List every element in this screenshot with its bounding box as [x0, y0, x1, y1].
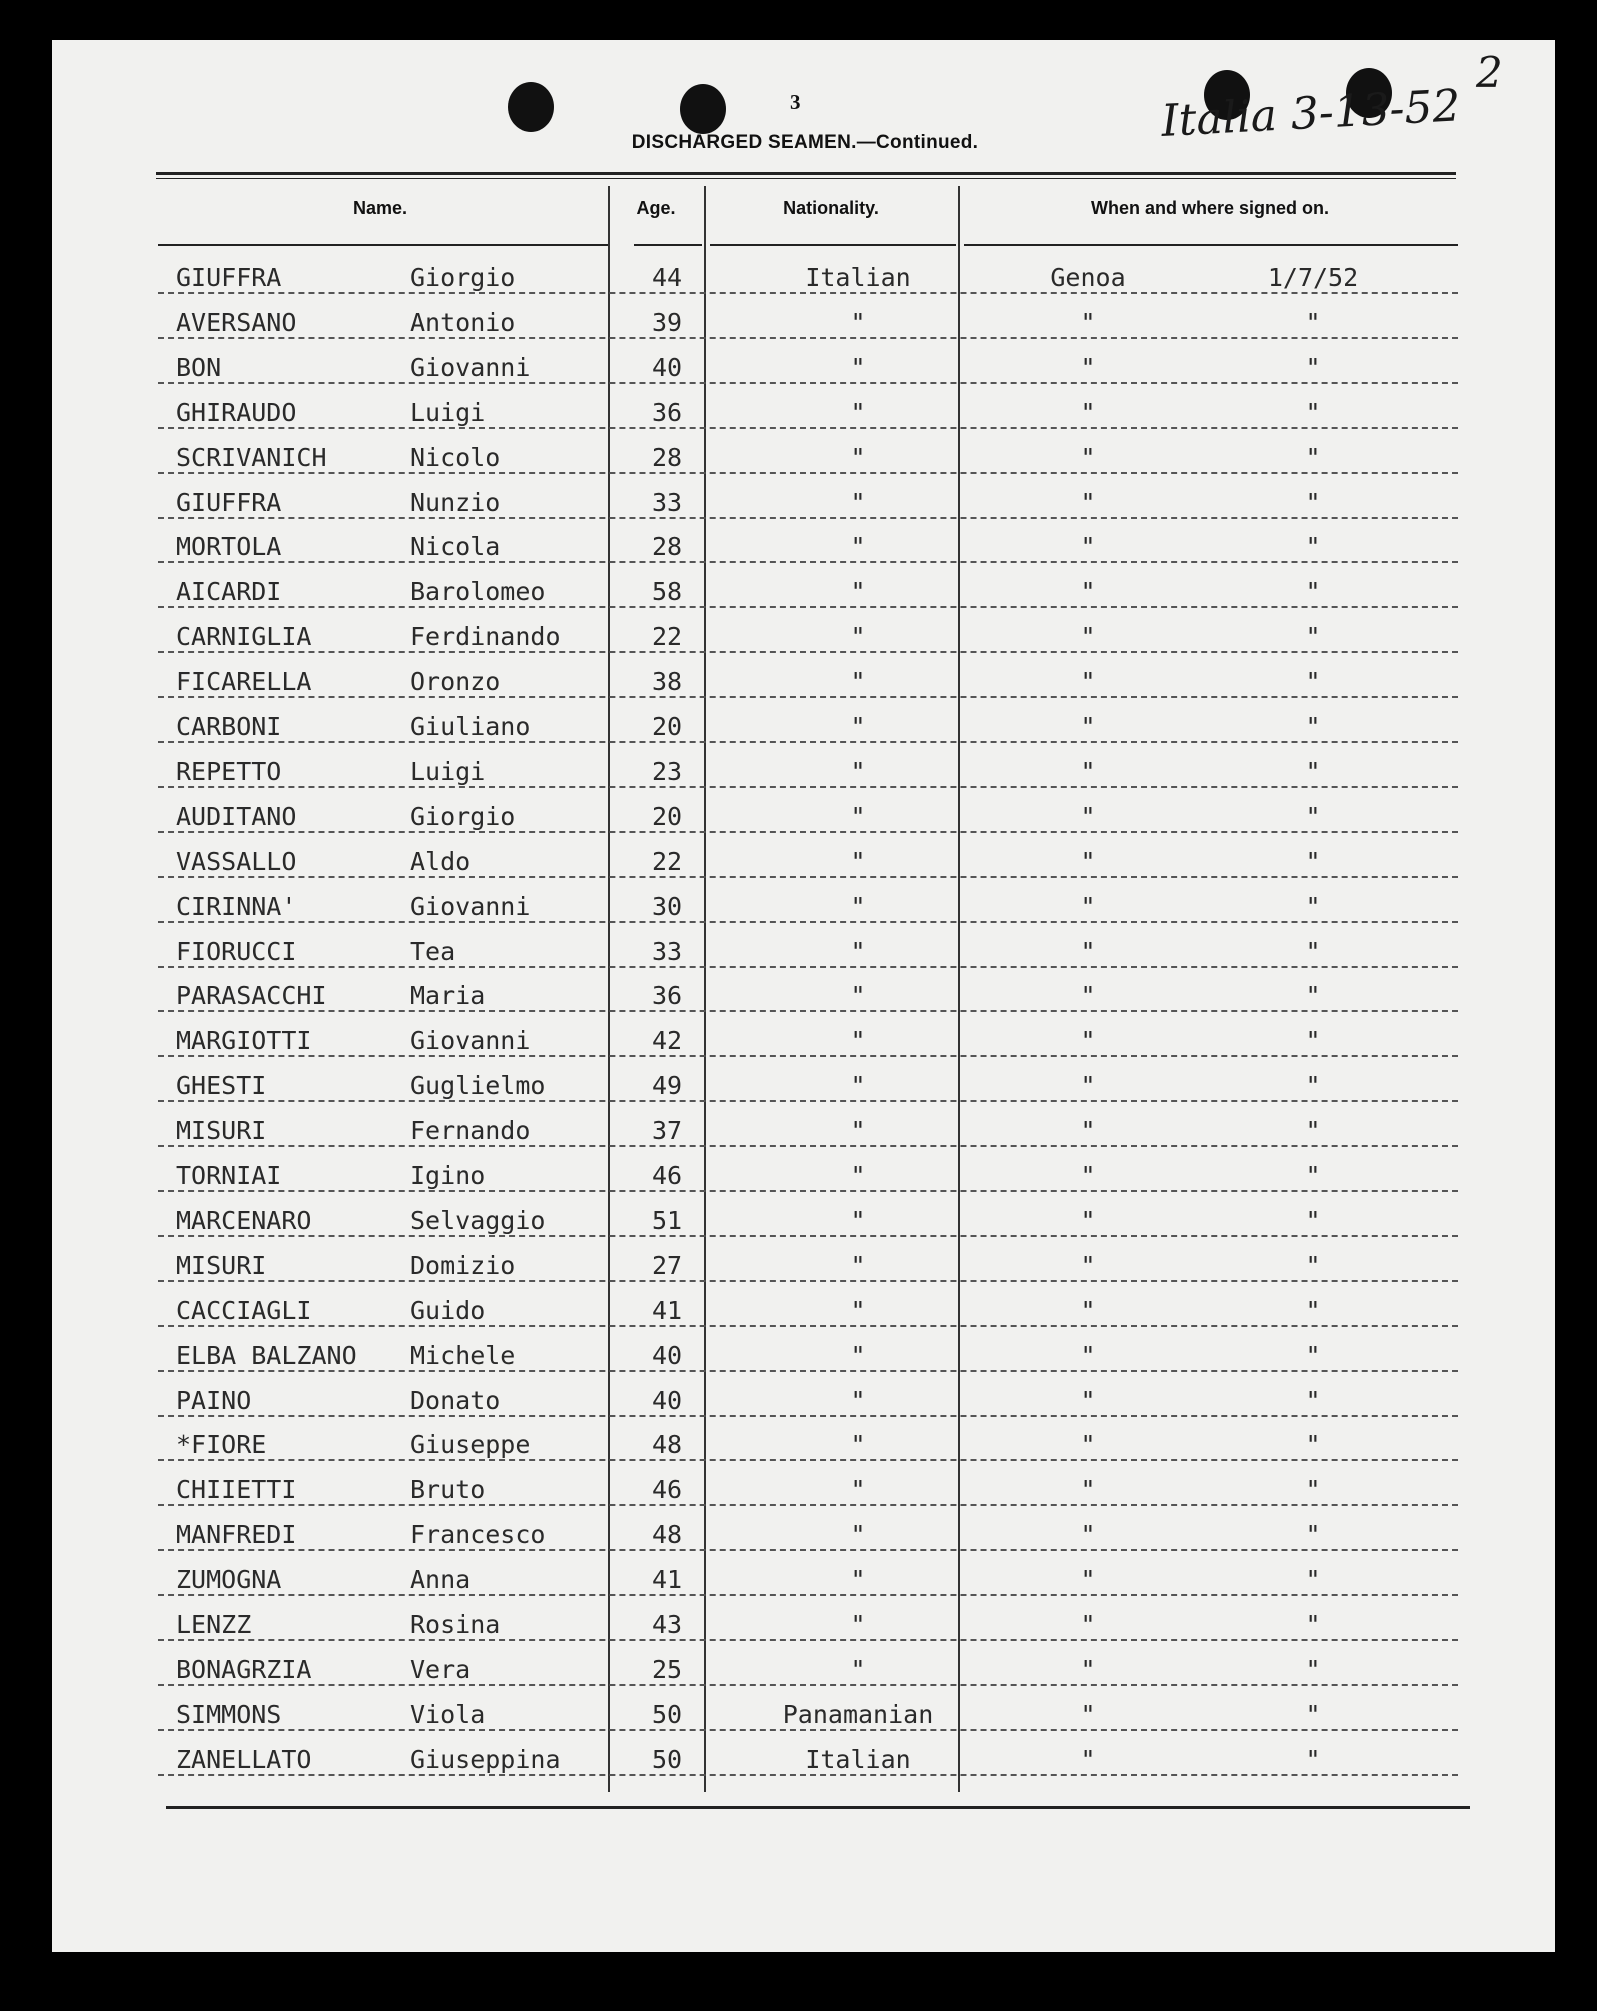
given-name-cell: Luigi — [410, 397, 486, 427]
table-row — [158, 1695, 1458, 1739]
table-row — [158, 1560, 1458, 1604]
given-name-cell: Tea — [410, 936, 456, 966]
dotted-line — [158, 966, 1458, 968]
given-name-cell: Selvaggio — [410, 1205, 546, 1235]
age-cell: 37 — [651, 1116, 683, 1146]
nationality-cell: " — [850, 532, 866, 562]
nationality-cell: " — [850, 577, 866, 607]
date-cell: " — [1305, 307, 1321, 337]
table-row — [158, 1066, 1458, 1110]
header-underline — [158, 244, 608, 246]
surname-cell: MISURI — [176, 1250, 267, 1280]
age-cell: 48 — [651, 1520, 683, 1550]
dotted-line — [158, 921, 1458, 923]
dotted-line — [158, 741, 1458, 743]
column-header-age: Age. — [636, 198, 676, 218]
dotted-line — [158, 696, 1458, 698]
nationality-cell: " — [850, 1250, 866, 1280]
nationality-cell: " — [850, 1654, 866, 1684]
port-cell: " — [1080, 1116, 1096, 1146]
age-cell: 50 — [651, 1744, 683, 1774]
date-cell: " — [1305, 1565, 1321, 1595]
dotted-line — [158, 561, 1458, 563]
nationality-cell: " — [850, 442, 866, 472]
port-cell: " — [1080, 936, 1096, 966]
surname-cell: ZANELLATO — [176, 1744, 312, 1774]
date-cell: " — [1305, 1520, 1321, 1550]
age-cell: 41 — [651, 1295, 683, 1325]
table-row — [158, 572, 1458, 616]
date-cell: " — [1305, 352, 1321, 382]
dotted-line — [158, 786, 1458, 788]
nationality-cell: " — [850, 667, 866, 697]
age-cell: 49 — [651, 1071, 683, 1101]
date-cell: " — [1305, 1116, 1321, 1146]
dotted-line — [158, 1235, 1458, 1237]
age-cell: 36 — [651, 981, 683, 1011]
port-cell: " — [1080, 1475, 1096, 1505]
table-row — [158, 1201, 1458, 1245]
given-name-cell: Rosina — [410, 1610, 501, 1639]
given-name-cell: Fernando — [410, 1116, 531, 1146]
surname-cell: *FIORE — [176, 1430, 267, 1460]
given-name-cell: Ferdinando — [410, 622, 561, 652]
dotted-line — [158, 1639, 1458, 1641]
dotted-line — [158, 1280, 1458, 1282]
given-name-cell: Barolomeo — [410, 577, 546, 607]
table-row — [158, 1650, 1458, 1694]
page-heading: DISCHARGED SEAMEN.—Continued. — [631, 132, 979, 153]
age-cell: 28 — [651, 442, 683, 472]
table-row — [158, 1425, 1458, 1469]
nationality-cell: " — [850, 622, 866, 652]
port-cell: " — [1080, 1520, 1096, 1550]
age-cell: 33 — [651, 936, 683, 966]
nationality-cell: " — [850, 891, 866, 921]
given-name-cell: Michele — [410, 1340, 516, 1370]
surname-cell: TORNIAI — [176, 1161, 282, 1190]
age-cell: 39 — [651, 307, 683, 337]
nationality-cell: " — [850, 352, 866, 382]
surname-cell: CHIIETTI — [176, 1475, 297, 1505]
nationality-cell: " — [850, 801, 866, 831]
date-cell: " — [1305, 891, 1321, 921]
nationality-cell: " — [850, 1430, 866, 1460]
table-row — [158, 483, 1458, 527]
surname-cell: PARASACCHI — [176, 981, 327, 1011]
age-cell: 38 — [651, 667, 683, 697]
table-row — [158, 1156, 1458, 1200]
dotted-line — [158, 1594, 1458, 1596]
surname-cell: GHESTI — [176, 1071, 267, 1101]
table-row — [158, 842, 1458, 886]
nationality-cell: " — [850, 1565, 866, 1595]
column-header-signed-on: When and where signed on. — [1090, 198, 1330, 218]
nationality-cell: " — [850, 1340, 866, 1370]
given-name-cell: Giovanni — [410, 1026, 531, 1056]
dotted-line — [158, 1774, 1458, 1776]
table-row — [158, 707, 1458, 751]
nationality-cell: " — [850, 1071, 866, 1101]
given-name-cell: Antonio — [410, 307, 516, 337]
surname-cell: GHIRAUDO — [176, 397, 297, 427]
age-cell: 28 — [651, 532, 683, 562]
surname-cell: FIORUCCI — [176, 936, 297, 966]
date-cell: " — [1305, 1654, 1321, 1684]
surname-cell: VASSALLO — [176, 846, 297, 876]
table-row — [158, 932, 1458, 976]
port-cell: " — [1080, 442, 1096, 472]
given-name-cell: Maria — [410, 981, 486, 1011]
dotted-line — [158, 1729, 1458, 1731]
surname-cell: SCRIVANICH — [176, 442, 327, 472]
age-cell: 30 — [651, 891, 683, 921]
surname-cell: MARGIOTTI — [176, 1026, 312, 1056]
date-cell: " — [1305, 1205, 1321, 1235]
dotted-line — [158, 1459, 1458, 1461]
port-cell: " — [1080, 1430, 1096, 1460]
column-header-nationality: Nationality. — [783, 198, 879, 218]
given-name-cell: Luigi — [410, 756, 486, 786]
given-name-cell: Anna — [410, 1565, 471, 1595]
nationality-cell: Panamanian — [782, 1699, 934, 1729]
table-row — [158, 1470, 1458, 1514]
table-row — [158, 258, 1458, 302]
table-row — [158, 1336, 1458, 1380]
table-row — [158, 303, 1458, 347]
given-name-cell: Domizio — [410, 1250, 516, 1280]
column-header-name: Name. — [352, 198, 408, 218]
port-cell: " — [1080, 1250, 1096, 1280]
table-row — [158, 393, 1458, 437]
given-name-cell: Igino — [410, 1161, 486, 1190]
surname-cell: MISURI — [176, 1116, 267, 1146]
nationality-cell: " — [850, 981, 866, 1011]
age-cell: 46 — [651, 1475, 683, 1505]
given-name-cell: Vera — [410, 1654, 471, 1684]
age-cell: 22 — [651, 846, 683, 876]
handwritten-note: Italia 3-13-52 — [1160, 80, 1462, 147]
date-cell: " — [1305, 1744, 1321, 1774]
given-name-cell: Giuseppina — [410, 1744, 561, 1774]
table-row — [158, 662, 1458, 706]
dotted-line — [158, 1370, 1458, 1372]
date-cell: " — [1305, 442, 1321, 472]
table-row — [158, 1021, 1458, 1065]
surname-cell: PAINO — [176, 1385, 252, 1415]
port-cell: " — [1080, 1565, 1096, 1595]
age-cell: 44 — [651, 263, 683, 292]
nationality-cell: " — [850, 307, 866, 337]
port-cell: " — [1080, 1205, 1096, 1235]
age-cell: 20 — [651, 712, 683, 741]
age-cell: 33 — [651, 487, 683, 517]
nationality-cell: Italian — [805, 263, 911, 292]
port-cell: " — [1080, 397, 1096, 427]
date-cell: " — [1305, 981, 1321, 1011]
nationality-cell: " — [850, 397, 866, 427]
nationality-cell: " — [850, 1520, 866, 1550]
table-row — [158, 617, 1458, 661]
surname-cell: CARNIGLIA — [176, 622, 312, 652]
date-cell: " — [1305, 1026, 1321, 1056]
surname-cell: ZUMOGNA — [176, 1565, 282, 1595]
surname-cell: CACCIAGLI — [176, 1295, 312, 1325]
table-row — [158, 887, 1458, 931]
age-cell: 46 — [651, 1161, 683, 1190]
date-cell: " — [1305, 1250, 1321, 1280]
table-row — [158, 527, 1458, 571]
surname-cell: MARCENARO — [176, 1205, 312, 1235]
nationality-cell: " — [850, 1161, 866, 1190]
table-row — [158, 797, 1458, 841]
date-cell: " — [1305, 1430, 1321, 1460]
age-cell: 41 — [651, 1565, 683, 1595]
age-cell: 40 — [651, 352, 683, 382]
age-cell: 51 — [651, 1205, 683, 1235]
nationality-cell: " — [850, 1205, 866, 1235]
given-name-cell: Donato — [410, 1385, 501, 1415]
surname-cell: ELBA BALZANO — [176, 1340, 357, 1370]
handwritten-corner-number: 2 — [1476, 48, 1503, 97]
age-cell: 22 — [651, 622, 683, 652]
nationality-cell: " — [850, 1610, 866, 1639]
port-cell: " — [1080, 981, 1096, 1011]
given-name-cell: Viola — [410, 1699, 486, 1729]
surname-cell: AUDITANO — [176, 801, 297, 831]
port-cell: " — [1080, 1071, 1096, 1101]
dotted-line — [158, 1415, 1458, 1417]
dotted-line — [158, 517, 1458, 519]
date-cell: " — [1305, 801, 1321, 831]
dotted-line — [158, 1100, 1458, 1102]
given-name-cell: Guido — [410, 1295, 486, 1325]
age-cell: 40 — [651, 1340, 683, 1370]
date-cell: " — [1305, 1295, 1321, 1325]
dotted-line — [158, 1190, 1458, 1192]
header-underline — [634, 244, 702, 246]
port-cell: " — [1080, 532, 1096, 562]
surname-cell: SIMMONS — [176, 1699, 282, 1729]
nationality-cell: " — [850, 936, 866, 966]
surname-cell: FICARELLA — [176, 667, 312, 697]
nationality-cell: " — [850, 1295, 866, 1325]
nationality-cell: " — [850, 487, 866, 517]
age-cell: 43 — [651, 1610, 683, 1639]
given-name-cell: Nicolo — [410, 442, 501, 472]
date-cell: " — [1305, 936, 1321, 966]
date-cell: " — [1305, 622, 1321, 652]
nationality-cell: " — [850, 1385, 866, 1415]
surname-cell: AICARDI — [176, 577, 282, 607]
date-cell: " — [1305, 846, 1321, 876]
surname-cell: GIUFFRA — [176, 487, 282, 517]
nationality-cell: " — [850, 712, 866, 741]
dotted-line — [158, 1145, 1458, 1147]
port-cell: " — [1080, 1699, 1096, 1729]
table-row — [158, 1605, 1458, 1649]
given-name-cell: Bruto — [410, 1475, 486, 1505]
given-name-cell: Oronzo — [410, 667, 501, 697]
given-name-cell: Nunzio — [410, 487, 501, 517]
surname-cell: REPETTO — [176, 756, 282, 786]
dotted-line — [158, 292, 1458, 294]
table-row — [158, 976, 1458, 1020]
nationality-cell: " — [850, 1475, 866, 1505]
surname-cell: AVERSANO — [176, 307, 297, 337]
surname-cell: BON — [176, 352, 222, 382]
age-cell: 42 — [651, 1026, 683, 1056]
dotted-line — [158, 606, 1458, 608]
table-row — [158, 1515, 1458, 1559]
date-cell: " — [1305, 1385, 1321, 1415]
port-cell: " — [1080, 1610, 1096, 1639]
date-cell: " — [1305, 397, 1321, 427]
port-cell: " — [1080, 622, 1096, 652]
age-cell: 40 — [651, 1385, 683, 1415]
table-row — [158, 1246, 1458, 1290]
port-cell: " — [1080, 487, 1096, 517]
age-cell: 23 — [651, 756, 683, 786]
date-cell: " — [1305, 487, 1321, 517]
age-cell: 36 — [651, 397, 683, 427]
punch-hole — [680, 84, 726, 134]
surname-cell: GIUFFRA — [176, 263, 282, 292]
dotted-line — [158, 876, 1458, 878]
surname-cell: CIRINNA' — [176, 891, 297, 921]
age-cell: 58 — [651, 577, 683, 607]
port-cell: " — [1080, 1295, 1096, 1325]
port-cell: Genoa — [1050, 263, 1126, 292]
given-name-cell: Giovanni — [410, 891, 531, 921]
surname-cell: MORTOLA — [176, 532, 282, 562]
dotted-line — [158, 1684, 1458, 1686]
table-row — [158, 1381, 1458, 1425]
port-cell: " — [1080, 1654, 1096, 1684]
nationality-cell: " — [850, 846, 866, 876]
top-rule — [156, 172, 1456, 175]
header-underline — [964, 244, 1458, 246]
age-cell: 25 — [651, 1654, 683, 1684]
surname-cell: CARBONI — [176, 712, 282, 741]
given-name-cell: Nicola — [410, 532, 501, 562]
nationality-cell: " — [850, 756, 866, 786]
port-cell: " — [1080, 1161, 1096, 1190]
port-cell: " — [1080, 352, 1096, 382]
bottom-rule — [166, 1806, 1470, 1809]
date-cell: " — [1305, 1699, 1321, 1729]
page-number: 3 — [790, 90, 801, 114]
table-row — [158, 348, 1458, 392]
dotted-line — [158, 382, 1458, 384]
dotted-line — [158, 1549, 1458, 1551]
date-cell: " — [1305, 577, 1321, 607]
port-cell: " — [1080, 801, 1096, 831]
surname-cell: MANFREDI — [176, 1520, 297, 1550]
port-cell: " — [1080, 307, 1096, 337]
given-name-cell: Giorgio — [410, 263, 516, 292]
date-cell: " — [1305, 532, 1321, 562]
port-cell: " — [1080, 891, 1096, 921]
given-name-cell: Guglielmo — [410, 1071, 546, 1101]
punch-hole — [508, 82, 554, 132]
given-name-cell: Aldo — [410, 846, 471, 876]
given-name-cell: Giuliano — [410, 712, 531, 741]
port-cell: " — [1080, 577, 1096, 607]
dotted-line — [158, 1325, 1458, 1327]
nationality-cell: Italian — [805, 1744, 911, 1774]
dotted-line — [158, 1055, 1458, 1057]
date-cell: 1/7/52 — [1267, 263, 1359, 292]
port-cell: " — [1080, 1385, 1096, 1415]
table-row — [158, 1740, 1458, 1784]
port-cell: " — [1080, 667, 1096, 697]
table-row — [158, 438, 1458, 482]
dotted-line — [158, 427, 1458, 429]
table-row — [158, 752, 1458, 796]
header-underline — [710, 244, 956, 246]
given-name-cell: Giorgio — [410, 801, 516, 831]
port-cell: " — [1080, 846, 1096, 876]
age-cell: 48 — [651, 1430, 683, 1460]
dotted-line — [158, 831, 1458, 833]
dotted-line — [158, 337, 1458, 339]
dotted-line — [158, 1010, 1458, 1012]
date-cell: " — [1305, 1161, 1321, 1190]
port-cell: " — [1080, 1744, 1096, 1774]
age-cell: 27 — [651, 1250, 683, 1280]
dotted-line — [158, 651, 1458, 653]
port-cell: " — [1080, 1026, 1096, 1056]
surname-cell: BONAGRZIA — [176, 1654, 312, 1684]
table-row — [158, 1291, 1458, 1335]
date-cell: " — [1305, 756, 1321, 786]
age-cell: 50 — [651, 1699, 683, 1729]
dotted-line — [158, 1504, 1458, 1506]
nationality-cell: " — [850, 1116, 866, 1146]
port-cell: " — [1080, 712, 1096, 741]
given-name-cell: Giuseppe — [410, 1430, 531, 1460]
date-cell: " — [1305, 712, 1321, 741]
nationality-cell: " — [850, 1026, 866, 1056]
surname-cell: LENZZ — [176, 1610, 252, 1639]
date-cell: " — [1305, 1610, 1321, 1639]
port-cell: " — [1080, 1340, 1096, 1370]
port-cell: " — [1080, 756, 1096, 786]
given-name-cell: Giovanni — [410, 352, 531, 382]
age-cell: 20 — [651, 801, 683, 831]
dotted-line — [158, 472, 1458, 474]
table-row — [158, 1111, 1458, 1155]
top-rule-thin — [156, 178, 1456, 179]
date-cell: " — [1305, 1340, 1321, 1370]
given-name-cell: Francesco — [410, 1520, 546, 1550]
date-cell: " — [1305, 1475, 1321, 1505]
date-cell: " — [1305, 1071, 1321, 1101]
date-cell: " — [1305, 667, 1321, 697]
